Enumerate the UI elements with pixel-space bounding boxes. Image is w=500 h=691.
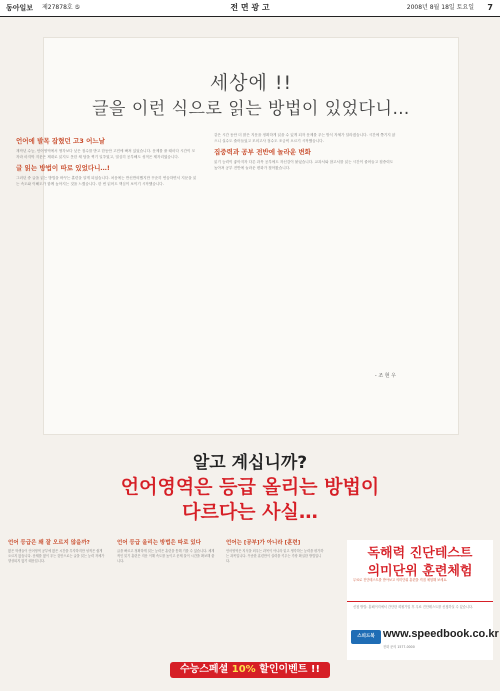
section-label: 전 면 광 고 xyxy=(230,3,270,12)
banner-highlight: 10% xyxy=(231,664,256,675)
promo-description: 무료로 진단테스트를 받아보고 의미단위 훈련을 직접 체험해 보세요. xyxy=(353,578,448,582)
column-subhead: 언어 등급 올리는 방법은 따로 있다 xyxy=(117,540,201,546)
issue-date: 2008년 8월 18일 토요일 xyxy=(406,4,474,11)
column-body: 언어영역은 지식을 외우는 과목이 아니라 읽고 생각하는 능력을 평가하는 과목입니다. 꾸준한 훈련만이 실력을 키우는 가장 확실한 방법입니다. xyxy=(226,549,324,563)
column-body: 읽기 능력이 좋아지자 다른 과목 공부에도 자신감이 붙었습니다. 교과서와 참고서를 읽는 시간이 줄어들고 집중력도 높아져 공부 전반에 놀라운 변화가 찾아왔습니다. xyxy=(214,160,394,170)
testimonial-right-column xyxy=(214,133,396,174)
promo-title-training: 의미단위 훈련체험 xyxy=(367,564,473,579)
column-body: 많은 학생들이 언어영역 공부에 많은 시간을 투자하지만 성적은 쉽게 오르지 않습니다. 문제를 많이 푸는 것만으로는 글을 읽는 능력 자체가 향상되지 않기 때문입니다. xyxy=(8,549,105,563)
website-url[interactable]: www.speedbook.co.kr xyxy=(383,628,499,640)
testimonial-signature: - 조 현 우 xyxy=(374,373,396,379)
promo-box xyxy=(347,540,499,660)
promo-title-test: 독해력 진단테스트 xyxy=(367,546,473,561)
column-subhead: 언어 등급은 왜 잘 오르지 않을까? xyxy=(8,540,90,546)
testimonial-left-column xyxy=(16,133,198,190)
brand-logo: 스피드북 xyxy=(351,630,381,644)
headline-main: 글을 이런 식으로 읽는 방법이 있었다니… xyxy=(92,99,410,119)
newspaper-name: 동아일보 xyxy=(6,4,34,12)
info-column-2 xyxy=(117,540,215,564)
discount-banner[interactable] xyxy=(170,662,330,678)
contact-phone: 전화 문의 1577-0000 xyxy=(383,645,415,649)
page-number: 7 xyxy=(487,3,493,12)
column-body: 그러던 중 글을 읽는 방법을 바꾸는 훈련을 알게 되었습니다. 처음에는 반신반의했지만 꾸준히 연습하면서 지문을 읽는 속도와 이해도가 함께 높아지는 것을 느꼈습니다. 한 번 읽어도 핵심이 보이기 시작했습니다. xyxy=(16,176,197,186)
column-body: 글을 빠르고 정확하게 읽는 능력은 훈련을 통해 기를 수 있습니다. 체계적인 읽기 훈련은 지문 이해 속도를 높이고 문제 풀이 시간을 확보해 줍니다. xyxy=(117,549,215,563)
column-subhead: 글 읽는 방법이 따로 있었다니…! xyxy=(16,164,110,173)
banner-text-after: 할인이벤트 !! xyxy=(255,664,321,675)
banner-text-before: 수능스페셜 xyxy=(179,664,232,675)
issue-number: 제27878호 ⑤ xyxy=(42,4,80,11)
info-column-1 xyxy=(8,540,106,564)
column-body: 재작년 수능, 언어영역에서 생각보다 낮은 점수를 받고 한동안 고민에 빠져 있었습니다. 문제를 풀 때마다 시간이 모자라 마지막 지문은 제대로 읽지도 못한 채 답을 찍기 일쑤였고, 열심히 공부해도 성적은 제자리였습니다. xyxy=(16,149,196,159)
question-title: 알고 계십니까? xyxy=(192,453,308,473)
promo-details: 신청 방법: 홈페이지에서 간단한 회원가입 후 무료 진단테스트를 신청하실 수 있습니다. xyxy=(353,605,473,609)
headline-exclaim: 세상에 !! xyxy=(209,72,293,94)
column-body: 같은 시간 동안 더 많은 지문을 정확하게 읽을 수 있게 되자 문제를 푸는 방식 자체가 달라졌습니다. 시간에 쫓기지 않으니 실수도 줄어들었고 모의고사 점수도 조금씩 오르기 시작했습니다. xyxy=(214,133,396,143)
column-subhead: 집중력과 공부 전반에 놀라운 변화 xyxy=(214,148,311,157)
column-subhead: 언어에 발목 잡혔던 고3 어느날 xyxy=(16,137,105,145)
column-subhead: 언어는 [공부]가 아니라 [훈련] xyxy=(226,540,301,546)
claim-title-line2: 다르다는 사실… xyxy=(182,501,318,523)
masthead xyxy=(0,0,500,17)
info-column-3 xyxy=(226,540,324,564)
claim-title-line1: 언어영역은 등급 올리는 방법이 xyxy=(120,476,380,498)
promo-divider xyxy=(347,601,493,602)
